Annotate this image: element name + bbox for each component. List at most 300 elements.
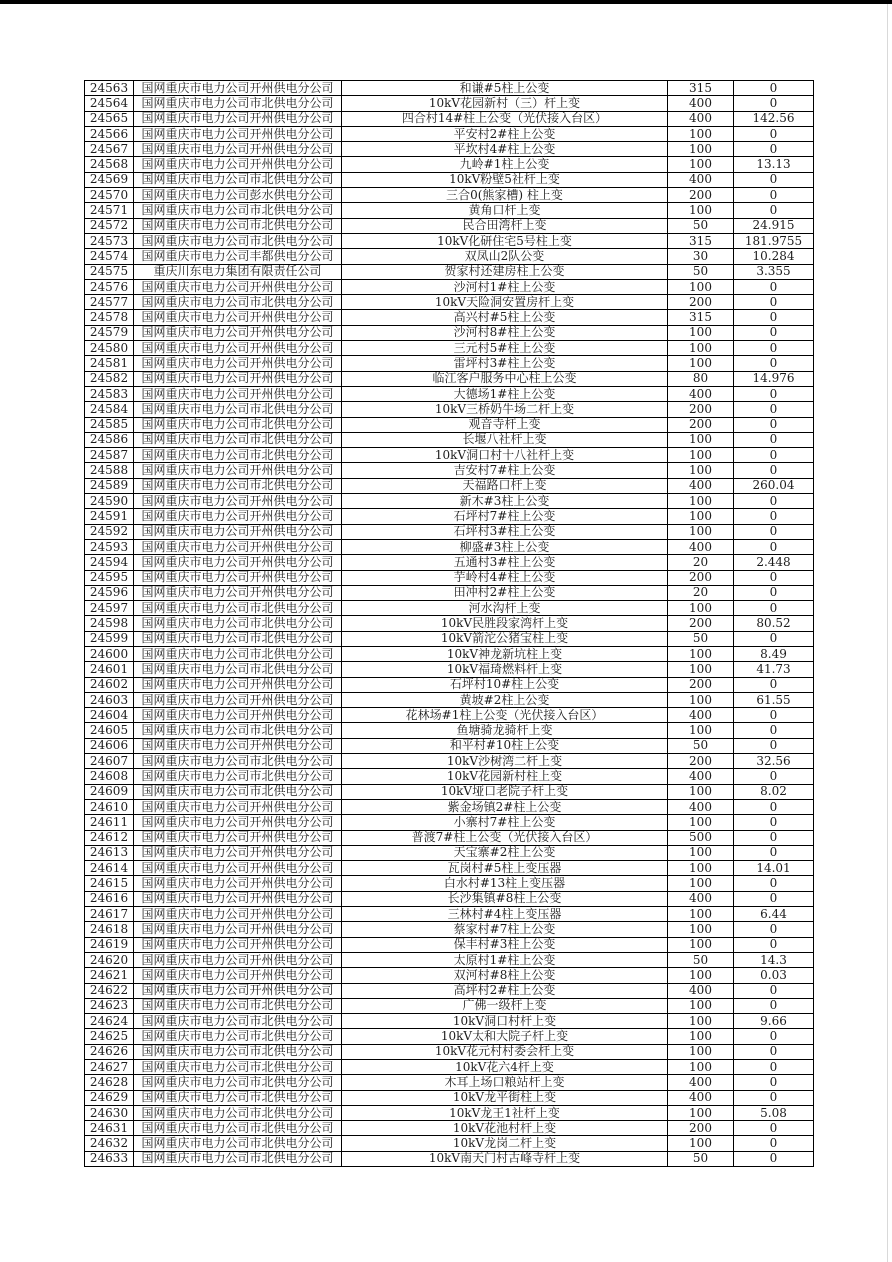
cell-capacity: 200 <box>668 1121 734 1136</box>
cell-capacity: 30 <box>668 249 734 264</box>
cell-device-name: 双河村#8柱上公变 <box>342 968 668 983</box>
cell-device-name: 高坪村2#柱上公变 <box>342 983 668 998</box>
cell-device-name: 河水沟杆上变 <box>342 601 668 616</box>
cell-capacity: 100 <box>668 448 734 463</box>
cell-value: 14.01 <box>734 861 814 876</box>
cell-value: 0 <box>734 295 814 310</box>
cell-capacity: 100 <box>668 157 734 172</box>
cell-company: 国网重庆市电力公司彭水供电分公司 <box>134 188 342 203</box>
cell-row-id: 24622 <box>85 983 134 998</box>
cell-capacity: 100 <box>668 922 734 937</box>
cell-value: 0 <box>734 738 814 753</box>
cell-company: 国网重庆市电力公司市北供电分公司 <box>134 631 342 646</box>
cell-row-id: 24570 <box>85 188 134 203</box>
cell-value: 0 <box>734 1044 814 1059</box>
cell-company: 国网重庆市电力公司开州供电分公司 <box>134 555 342 570</box>
table-row <box>85 708 814 723</box>
cell-row-id: 24572 <box>85 218 134 233</box>
cell-row-id: 24582 <box>85 371 134 386</box>
cell-row-id: 24617 <box>85 907 134 922</box>
cell-device-name: 三元村5#柱上公变 <box>342 341 668 356</box>
table-row <box>85 570 814 585</box>
cell-company: 国网重庆市电力公司开州供电分公司 <box>134 677 342 692</box>
cell-company: 国网重庆市电力公司开州供电分公司 <box>134 830 342 845</box>
cell-row-id: 24569 <box>85 172 134 187</box>
cell-capacity: 200 <box>668 616 734 631</box>
cell-company: 国网重庆市电力公司开州供电分公司 <box>134 81 342 96</box>
cell-value: 0 <box>734 524 814 539</box>
cell-company: 国网重庆市电力公司开州供电分公司 <box>134 279 342 294</box>
cell-device-name: 10kV箭沱公猪宝柱上变 <box>342 631 668 646</box>
cell-capacity: 100 <box>668 601 734 616</box>
table-row <box>85 998 814 1013</box>
table-row <box>85 1029 814 1044</box>
cell-row-id: 24610 <box>85 799 134 814</box>
table-row <box>85 325 814 340</box>
cell-company: 国网重庆市电力公司开州供电分公司 <box>134 524 342 539</box>
table-row <box>85 723 814 738</box>
table-row <box>85 1014 814 1029</box>
cell-row-id: 24584 <box>85 402 134 417</box>
cell-company: 国网重庆市电力公司开州供电分公司 <box>134 386 342 401</box>
cell-company: 国网重庆市电力公司开州供电分公司 <box>134 539 342 554</box>
cell-capacity: 50 <box>668 738 734 753</box>
table-row <box>85 983 814 998</box>
table-row <box>85 631 814 646</box>
cell-value: 0 <box>734 631 814 646</box>
cell-capacity: 200 <box>668 754 734 769</box>
cell-capacity: 400 <box>668 172 734 187</box>
table-row <box>85 922 814 937</box>
table-row <box>85 1121 814 1136</box>
cell-company: 国网重庆市电力公司丰都供电分公司 <box>134 249 342 264</box>
cell-capacity: 400 <box>668 1075 734 1090</box>
cell-row-id: 24576 <box>85 279 134 294</box>
cell-capacity: 100 <box>668 509 734 524</box>
cell-value: 0 <box>734 891 814 906</box>
cell-value: 0 <box>734 677 814 692</box>
cell-row-id: 24611 <box>85 815 134 830</box>
transformer-table-body <box>85 81 814 1167</box>
table-row <box>85 96 814 111</box>
cell-company: 国网重庆市电力公司开州供电分公司 <box>134 937 342 952</box>
cell-device-name: 民合田湾杆上变 <box>342 218 668 233</box>
cell-value: 6.44 <box>734 907 814 922</box>
table-row <box>85 799 814 814</box>
table-row <box>85 249 814 264</box>
cell-device-name: 长堰八社杆上变 <box>342 432 668 447</box>
cell-company: 国网重庆市电力公司市北供电分公司 <box>134 723 342 738</box>
cell-capacity: 315 <box>668 233 734 248</box>
cell-company: 国网重庆市电力公司开州供电分公司 <box>134 922 342 937</box>
cell-capacity: 100 <box>668 1136 734 1151</box>
cell-device-name: 10kV太和大院子杆上变 <box>342 1029 668 1044</box>
cell-company: 国网重庆市电力公司市北供电分公司 <box>134 754 342 769</box>
table-row <box>85 417 814 432</box>
cell-device-name: 10kV花园新村（三）杆上变 <box>342 96 668 111</box>
cell-row-id: 24599 <box>85 631 134 646</box>
cell-company: 国网重庆市电力公司市北供电分公司 <box>134 1014 342 1029</box>
cell-company: 国网重庆市电力公司开州供电分公司 <box>134 509 342 524</box>
cell-device-name: 广佛一级杆上变 <box>342 998 668 1013</box>
cell-device-name: 10kV洞口村杆上变 <box>342 1014 668 1029</box>
table-row <box>85 295 814 310</box>
cell-capacity: 400 <box>668 478 734 493</box>
cell-company: 国网重庆市电力公司开州供电分公司 <box>134 968 342 983</box>
cell-capacity: 50 <box>668 1151 734 1166</box>
cell-company: 国网重庆市电力公司市北供电分公司 <box>134 203 342 218</box>
cell-row-id: 24563 <box>85 81 134 96</box>
table-row <box>85 371 814 386</box>
table-row <box>85 952 814 967</box>
cell-device-name: 10kV化研住宅5号柱上变 <box>342 233 668 248</box>
cell-capacity: 100 <box>668 1060 734 1075</box>
cell-value: 0 <box>734 463 814 478</box>
cell-value: 0 <box>734 723 814 738</box>
table-row <box>85 1151 814 1166</box>
cell-device-name: 和平村#10柱上公变 <box>342 738 668 753</box>
cell-device-name: 10kV龙王1社杆上变 <box>342 1105 668 1120</box>
cell-device-name: 高兴村#5柱上公变 <box>342 310 668 325</box>
cell-capacity: 100 <box>668 432 734 447</box>
cell-company: 国网重庆市电力公司开州供电分公司 <box>134 111 342 126</box>
table-row <box>85 539 814 554</box>
cell-row-id: 24606 <box>85 738 134 753</box>
cell-row-id: 24603 <box>85 692 134 707</box>
table-row <box>85 1136 814 1151</box>
cell-company: 国网重庆市电力公司开州供电分公司 <box>134 983 342 998</box>
cell-row-id: 24590 <box>85 494 134 509</box>
cell-capacity: 100 <box>668 784 734 799</box>
cell-company: 国网重庆市电力公司开州供电分公司 <box>134 738 342 753</box>
table-row <box>85 1075 814 1090</box>
cell-row-id: 24608 <box>85 769 134 784</box>
cell-capacity: 100 <box>668 968 734 983</box>
cell-row-id: 24579 <box>85 325 134 340</box>
table-row <box>85 524 814 539</box>
cell-value: 0 <box>734 96 814 111</box>
cell-row-id: 24604 <box>85 708 134 723</box>
cell-device-name: 10kV粉壁5社杆上变 <box>342 172 668 187</box>
cell-row-id: 24568 <box>85 157 134 172</box>
cell-value: 14.3 <box>734 952 814 967</box>
cell-value: 0 <box>734 1090 814 1105</box>
cell-row-id: 24624 <box>85 1014 134 1029</box>
cell-capacity: 100 <box>668 845 734 860</box>
cell-device-name: 保丰村#3柱上公变 <box>342 937 668 952</box>
table-row <box>85 830 814 845</box>
cell-row-id: 24577 <box>85 295 134 310</box>
cell-row-id: 24615 <box>85 876 134 891</box>
table-row <box>85 937 814 952</box>
cell-company: 国网重庆市电力公司市北供电分公司 <box>134 448 342 463</box>
cell-row-id: 24565 <box>85 111 134 126</box>
cell-row-id: 24575 <box>85 264 134 279</box>
table-row <box>85 1044 814 1059</box>
cell-row-id: 24620 <box>85 952 134 967</box>
cell-capacity: 100 <box>668 998 734 1013</box>
cell-device-name: 五通村3#柱上公变 <box>342 555 668 570</box>
cell-value: 0 <box>734 845 814 860</box>
cell-device-name: 平坎村4#柱上公变 <box>342 142 668 157</box>
cell-company: 国网重庆市电力公司市北供电分公司 <box>134 96 342 111</box>
cell-value: 0 <box>734 1151 814 1166</box>
table-row <box>85 218 814 233</box>
cell-value: 0 <box>734 799 814 814</box>
cell-value: 0 <box>734 142 814 157</box>
cell-device-name: 10kV民胜段家湾杆上变 <box>342 616 668 631</box>
cell-value: 8.49 <box>734 646 814 661</box>
cell-device-name: 鱼塘骑龙骑杆上变 <box>342 723 668 738</box>
cell-capacity: 400 <box>668 1090 734 1105</box>
cell-row-id: 24630 <box>85 1105 134 1120</box>
table-row <box>85 478 814 493</box>
cell-value: 0 <box>734 1121 814 1136</box>
cell-row-id: 24614 <box>85 861 134 876</box>
cell-value: 13.13 <box>734 157 814 172</box>
cell-value: 0 <box>734 417 814 432</box>
cell-value: 0 <box>734 203 814 218</box>
transformer-table <box>84 80 814 1167</box>
cell-value: 0 <box>734 922 814 937</box>
cell-device-name: 10kV神龙新坑柱上变 <box>342 646 668 661</box>
cell-capacity: 200 <box>668 188 734 203</box>
cell-device-name: 10kV花池村杆上变 <box>342 1121 668 1136</box>
cell-capacity: 20 <box>668 585 734 600</box>
cell-company: 国网重庆市电力公司市北供电分公司 <box>134 601 342 616</box>
cell-row-id: 24593 <box>85 539 134 554</box>
cell-value: 0 <box>734 570 814 585</box>
cell-value: 8.02 <box>734 784 814 799</box>
cell-device-name: 观音寺杆上变 <box>342 417 668 432</box>
cell-device-name: 10kV福琦燃料杆上变 <box>342 662 668 677</box>
cell-capacity: 100 <box>668 279 734 294</box>
cell-value: 0 <box>734 494 814 509</box>
cell-company: 重庆川东电力集团有限责任公司 <box>134 264 342 279</box>
cell-capacity: 315 <box>668 81 734 96</box>
cell-value: 0 <box>734 1075 814 1090</box>
cell-company: 国网重庆市电力公司开州供电分公司 <box>134 570 342 585</box>
cell-value: 0 <box>734 126 814 141</box>
table-row <box>85 646 814 661</box>
cell-value: 0 <box>734 279 814 294</box>
cell-capacity: 50 <box>668 952 734 967</box>
cell-device-name: 10kV花六4杆上变 <box>342 1060 668 1075</box>
table-row <box>85 754 814 769</box>
cell-capacity: 100 <box>668 463 734 478</box>
table-row <box>85 341 814 356</box>
cell-capacity: 200 <box>668 417 734 432</box>
cell-value: 0 <box>734 815 814 830</box>
cell-capacity: 400 <box>668 769 734 784</box>
cell-row-id: 24605 <box>85 723 134 738</box>
cell-company: 国网重庆市电力公司开州供电分公司 <box>134 692 342 707</box>
table-row <box>85 126 814 141</box>
cell-value: 0 <box>734 172 814 187</box>
cell-row-id: 24600 <box>85 646 134 661</box>
cell-device-name: 新木#3柱上公变 <box>342 494 668 509</box>
table-row <box>85 463 814 478</box>
cell-row-id: 24618 <box>85 922 134 937</box>
cell-device-name: 10kV洞口村十八社杆上变 <box>342 448 668 463</box>
table-row <box>85 188 814 203</box>
cell-capacity: 100 <box>668 203 734 218</box>
cell-row-id: 24613 <box>85 845 134 860</box>
cell-company: 国网重庆市电力公司开州供电分公司 <box>134 157 342 172</box>
cell-capacity: 20 <box>668 555 734 570</box>
cell-value: 0 <box>734 402 814 417</box>
cell-device-name: 10kV垭口老院子杆上变 <box>342 784 668 799</box>
cell-device-name: 田冲村2#柱上公变 <box>342 585 668 600</box>
cell-row-id: 24625 <box>85 1029 134 1044</box>
table-row <box>85 815 814 830</box>
cell-row-id: 24589 <box>85 478 134 493</box>
cell-company: 国网重庆市电力公司开州供电分公司 <box>134 356 342 371</box>
cell-company: 国网重庆市电力公司开州供电分公司 <box>134 325 342 340</box>
cell-device-name: 长沙集镇#8柱上公变 <box>342 891 668 906</box>
cell-capacity: 400 <box>668 708 734 723</box>
cell-row-id: 24631 <box>85 1121 134 1136</box>
cell-capacity: 50 <box>668 218 734 233</box>
cell-device-name: 白水村#13柱上变压器 <box>342 876 668 891</box>
cell-device-name: 10kV龙平街柱上变 <box>342 1090 668 1105</box>
cell-device-name: 石坪村7#柱上公变 <box>342 509 668 524</box>
table-row <box>85 402 814 417</box>
cell-company: 国网重庆市电力公司开州供电分公司 <box>134 371 342 386</box>
cell-row-id: 24627 <box>85 1060 134 1075</box>
cell-device-name: 普渡7#柱上公变（光伏接入台区） <box>342 830 668 845</box>
cell-capacity: 100 <box>668 937 734 952</box>
cell-company: 国网重庆市电力公司市北供电分公司 <box>134 998 342 1013</box>
cell-company: 国网重庆市电力公司市北供电分公司 <box>134 402 342 417</box>
cell-value: 0.03 <box>734 968 814 983</box>
cell-device-name: 蔡家村#7柱上公变 <box>342 922 668 937</box>
cell-value: 0 <box>734 769 814 784</box>
cell-row-id: 24597 <box>85 601 134 616</box>
cell-device-name: 三合0(熊家槽) 柱上变 <box>342 188 668 203</box>
table-row <box>85 1060 814 1075</box>
cell-value: 0 <box>734 937 814 952</box>
cell-value: 0 <box>734 708 814 723</box>
cell-company: 国网重庆市电力公司开州供电分公司 <box>134 845 342 860</box>
cell-capacity: 100 <box>668 861 734 876</box>
cell-capacity: 500 <box>668 830 734 845</box>
cell-capacity: 100 <box>668 142 734 157</box>
cell-value: 80.52 <box>734 616 814 631</box>
cell-value: 0 <box>734 998 814 1013</box>
cell-device-name: 瓦岗村#5柱上变压器 <box>342 861 668 876</box>
cell-device-name: 沙河村8#柱上公变 <box>342 325 668 340</box>
table-row <box>85 601 814 616</box>
cell-row-id: 24567 <box>85 142 134 157</box>
cell-value: 0 <box>734 830 814 845</box>
cell-capacity: 100 <box>668 356 734 371</box>
cell-capacity: 400 <box>668 539 734 554</box>
cell-row-id: 24621 <box>85 968 134 983</box>
table-row <box>85 968 814 983</box>
table-row <box>85 386 814 401</box>
cell-capacity: 100 <box>668 1105 734 1120</box>
cell-company: 国网重庆市电力公司开州供电分公司 <box>134 815 342 830</box>
table-row <box>85 784 814 799</box>
table-row <box>85 616 814 631</box>
cell-value: 2.448 <box>734 555 814 570</box>
cell-row-id: 24581 <box>85 356 134 371</box>
cell-row-id: 24566 <box>85 126 134 141</box>
cell-company: 国网重庆市电力公司市北供电分公司 <box>134 1075 342 1090</box>
cell-value: 0 <box>734 188 814 203</box>
cell-row-id: 24628 <box>85 1075 134 1090</box>
cell-capacity: 400 <box>668 799 734 814</box>
cell-device-name: 吉安村7#柱上公变 <box>342 463 668 478</box>
table-row <box>85 861 814 876</box>
cell-device-name: 10kV天险洞安置房杆上变 <box>342 295 668 310</box>
cell-row-id: 24587 <box>85 448 134 463</box>
cell-company: 国网重庆市电力公司开州供电分公司 <box>134 126 342 141</box>
cell-row-id: 24609 <box>85 784 134 799</box>
cell-device-name: 双凤山2队公变 <box>342 249 668 264</box>
cell-capacity: 100 <box>668 524 734 539</box>
cell-value: 0 <box>734 1136 814 1151</box>
cell-row-id: 24602 <box>85 677 134 692</box>
cell-row-id: 24595 <box>85 570 134 585</box>
cell-row-id: 24586 <box>85 432 134 447</box>
cell-device-name: 小寨村7#柱上公变 <box>342 815 668 830</box>
cell-device-name: 大德场1#柱上公变 <box>342 386 668 401</box>
cell-row-id: 24626 <box>85 1044 134 1059</box>
cell-device-name: 贺家村还建房柱上公变 <box>342 264 668 279</box>
cell-company: 国网重庆市电力公司开州供电分公司 <box>134 861 342 876</box>
table-row <box>85 279 814 294</box>
table-row <box>85 356 814 371</box>
table-row <box>85 677 814 692</box>
table-row <box>85 692 814 707</box>
cell-device-name: 石坪村10#柱上公变 <box>342 677 668 692</box>
cell-company: 国网重庆市电力公司市北供电分公司 <box>134 1151 342 1166</box>
cell-company: 国网重庆市电力公司开州供电分公司 <box>134 799 342 814</box>
cell-capacity: 200 <box>668 402 734 417</box>
table-row <box>85 111 814 126</box>
cell-capacity: 315 <box>668 310 734 325</box>
cell-row-id: 24601 <box>85 662 134 677</box>
table-row <box>85 907 814 922</box>
cell-value: 0 <box>734 356 814 371</box>
cell-company: 国网重庆市电力公司开州供电分公司 <box>134 341 342 356</box>
cell-value: 0 <box>734 509 814 524</box>
cell-value: 3.355 <box>734 264 814 279</box>
cell-value: 142.56 <box>734 111 814 126</box>
cell-row-id: 24629 <box>85 1090 134 1105</box>
cell-row-id: 24596 <box>85 585 134 600</box>
cell-device-name: 10kV南天门村古峰寺杆上变 <box>342 1151 668 1166</box>
cell-capacity: 400 <box>668 983 734 998</box>
cell-capacity: 100 <box>668 662 734 677</box>
page-top-edge <box>0 0 892 4</box>
cell-value: 14.976 <box>734 371 814 386</box>
cell-row-id: 24573 <box>85 233 134 248</box>
cell-value: 0 <box>734 876 814 891</box>
table-row <box>85 845 814 860</box>
cell-device-name: 花林场#1柱上公变（光伏接入台区） <box>342 708 668 723</box>
cell-value: 0 <box>734 1060 814 1075</box>
cell-row-id: 24591 <box>85 509 134 524</box>
table-row <box>85 585 814 600</box>
cell-company: 国网重庆市电力公司市北供电分公司 <box>134 1044 342 1059</box>
cell-capacity: 400 <box>668 96 734 111</box>
cell-row-id: 24633 <box>85 1151 134 1166</box>
cell-row-id: 24583 <box>85 386 134 401</box>
table-row <box>85 891 814 906</box>
